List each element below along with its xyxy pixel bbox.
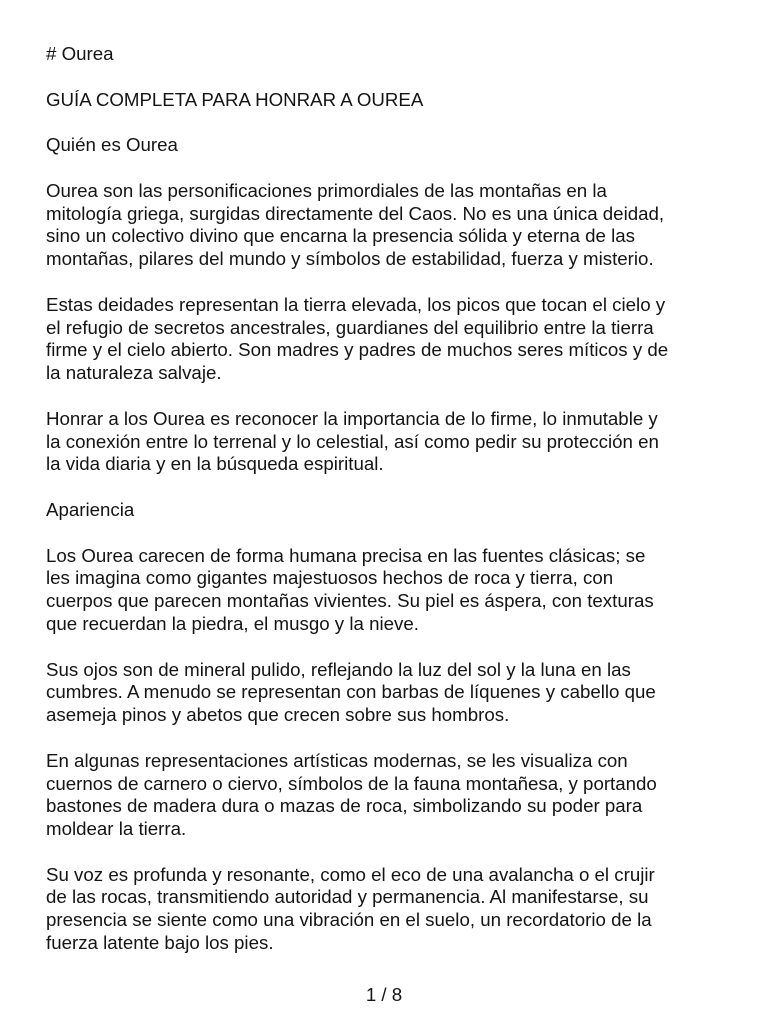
text-line: Honrar a los Ourea es reconocer la importancia de lo firme, lo inmutable y bbox=[46, 407, 658, 429]
paragraph-honrar bbox=[46, 408, 736, 476]
text-line: la vida diaria y en la búsqueda espiritual. bbox=[46, 453, 384, 475]
text-line: sino un colectivo divino que encarna la presencia sólida y eterna de las bbox=[46, 225, 636, 247]
text-line: de las rocas, transmitiendo autoridad y permanencia. Al manifestarse, su bbox=[46, 886, 649, 908]
section-heading-quien-es bbox=[46, 134, 736, 157]
text-line: presencia se siente como una vibración en el suelo, un recordatorio de la bbox=[46, 909, 652, 931]
text-line: # Ourea bbox=[46, 43, 114, 64]
paragraph-ojos bbox=[46, 659, 736, 727]
text-line: cuerpos que parecen montañas vivientes. Su piel es áspera, con texturas bbox=[46, 590, 654, 612]
section-heading-apariencia bbox=[46, 499, 736, 522]
document-body bbox=[46, 43, 736, 978]
text-line: asemeja pinos y abetos que crecen sobre sus hombros. bbox=[46, 704, 510, 726]
text-line: Los Ourea carecen de forma humana precisa en las fuentes clásicas; se bbox=[46, 544, 646, 566]
paragraph-deidades bbox=[46, 294, 736, 385]
text-line: cumbres. A menudo se representan con barbas de líquenes y cabello que bbox=[46, 681, 656, 703]
page-indicator: 1 / 8 bbox=[365, 984, 403, 1005]
text-line: En algunas representaciones artísticas modernas, se les visualiza con bbox=[46, 749, 628, 771]
text-line: bastones de madera dura o mazas de roca, simbolizando su poder para bbox=[46, 795, 643, 817]
paragraph-voz bbox=[46, 864, 736, 955]
text-line: Apariencia bbox=[46, 498, 135, 520]
text-line: moldear la tierra. bbox=[46, 818, 187, 840]
text-line: fuerza latente bajo los pies. bbox=[46, 932, 274, 954]
paragraph-intro bbox=[46, 180, 736, 271]
text-line: GUÍA COMPLETA PARA HONRAR A OUREA bbox=[46, 88, 424, 110]
text-line: Su voz es profunda y resonante, como el eco de una avalancha o el crujir bbox=[46, 863, 655, 885]
guide-title bbox=[46, 89, 736, 112]
text-line: el refugio de secretos ancestrales, guardianes del equilibrio entre la tierra bbox=[46, 316, 654, 338]
text-line: Sus ojos son de mineral pulido, reflejando la luz del sol y la luna en las bbox=[46, 658, 631, 680]
text-line: Ourea son las personificaciones primordiales de las montañas en la bbox=[46, 179, 607, 201]
text-line: firme y el cielo abierto. Son madres y padres de muchos seres míticos y de bbox=[46, 339, 669, 361]
text-line: les imagina como gigantes majestuosos hechos de roca y tierra, con bbox=[46, 567, 614, 589]
document-heading bbox=[46, 43, 736, 66]
text-line: la conexión entre lo terrenal y lo celestial, así como pedir su protección en bbox=[46, 430, 659, 452]
text-line: Quién es Ourea bbox=[46, 134, 178, 156]
text-line: que recuerdan la piedra, el musgo y la nieve. bbox=[46, 612, 419, 634]
text-line: mitología griega, surgidas directamente del Caos. No es una única deidad, bbox=[46, 202, 665, 224]
text-line: Estas deidades representan la tierra elevada, los picos que tocan el cielo y bbox=[46, 293, 666, 315]
text-line: montañas, pilares del mundo y símbolos de estabilidad, fuerza y misterio. bbox=[46, 248, 654, 270]
text-line: cuernos de carnero o ciervo, símbolos de la fauna montañesa, y portando bbox=[46, 772, 657, 794]
paragraph-representaciones bbox=[46, 750, 736, 841]
paragraph-forma bbox=[46, 545, 736, 636]
text-line: la naturaleza salvaje. bbox=[46, 362, 222, 384]
